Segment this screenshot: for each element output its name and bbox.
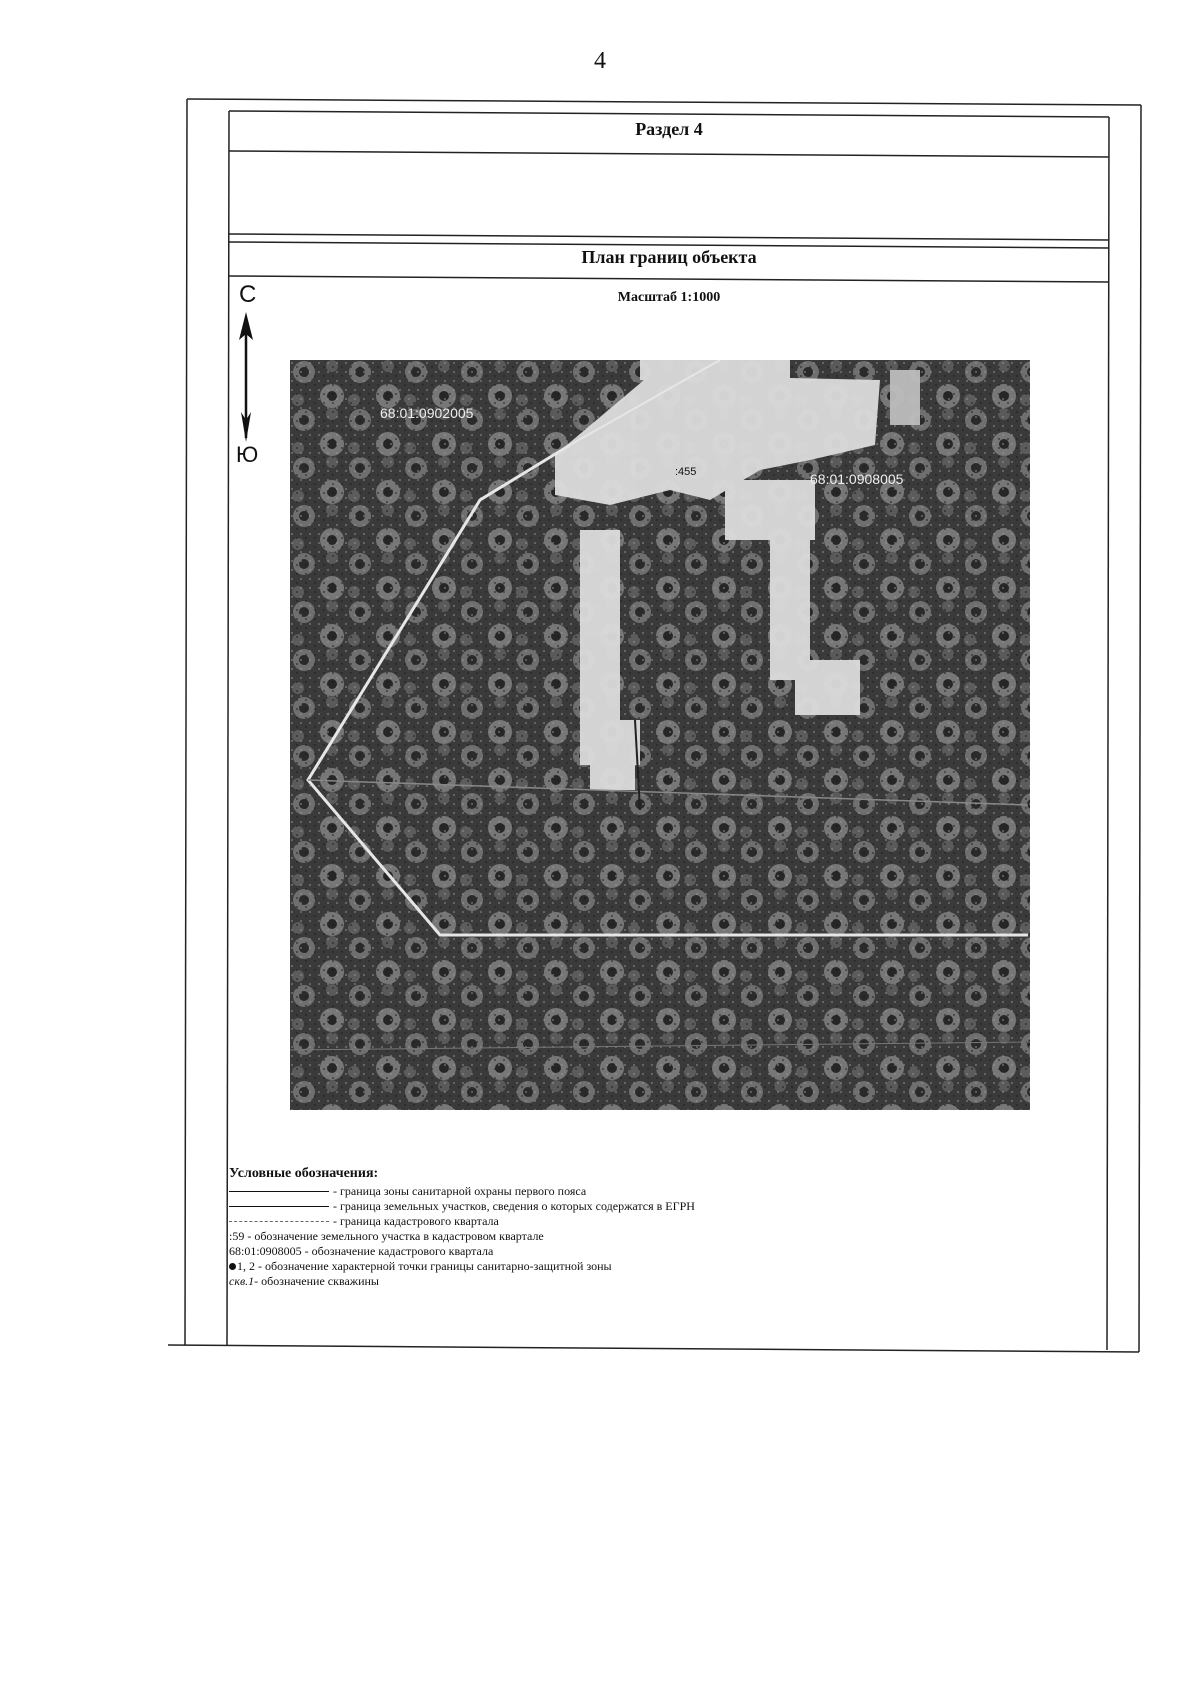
legend-item-text: 68:01:0908005 - обозначение кадастрового квартала <box>229 1244 494 1258</box>
section-title: Раздел 4 <box>635 119 703 139</box>
legend-item-text: :59 - обозначение земельного участка в кадастровом квартале <box>229 1229 544 1243</box>
scale-label: Масштаб 1:1000 <box>617 290 721 305</box>
legend-item-text: 1, 2 - обозначение характерной точки границы санитарно-защитной зоны <box>237 1259 612 1273</box>
legend-line-sample <box>229 1191 329 1192</box>
quarter-label-left: 68:01:0902005 <box>380 405 474 421</box>
legend-item-parcel-label <box>229 1229 1049 1244</box>
aerial-map <box>290 360 1030 1110</box>
legend-item-text: - граница земельных участков, сведения о которых содержатся в ЕГРН <box>333 1199 695 1213</box>
legend-item-quarter-label <box>229 1244 1049 1259</box>
legend-item-quarter <box>229 1214 1049 1229</box>
compass-south-label: Ю <box>236 442 259 467</box>
legend-line-sample <box>229 1206 329 1207</box>
legend-well-prefix: скв.1 <box>229 1274 255 1288</box>
legend-item-sanitary-zone <box>229 1184 1049 1199</box>
compass-north-label: С <box>239 281 257 308</box>
quarter-label-right: 68:01:0908005 <box>810 471 904 487</box>
point-marker-icon <box>229 1263 236 1270</box>
north-arrow-icon <box>236 312 256 442</box>
legend-title: Условные обозначения: <box>229 1166 379 1181</box>
legend-item-well <box>229 1274 1049 1289</box>
legend-line-sample <box>229 1221 329 1222</box>
legend <box>229 1166 1049 1289</box>
legend-item-text: - граница кадастрового квартала <box>333 1214 499 1228</box>
page-number: 4 <box>594 48 606 74</box>
parcel-label: :455 <box>675 466 697 478</box>
legend-item-points <box>229 1259 1049 1274</box>
plan-title: План границ объекта <box>581 247 757 267</box>
legend-item-text: - граница зоны санитарной охраны первого пояса <box>333 1184 587 1198</box>
legend-item-parcels <box>229 1199 1049 1214</box>
legend-item-text: - обозначение скважины <box>254 1274 379 1288</box>
